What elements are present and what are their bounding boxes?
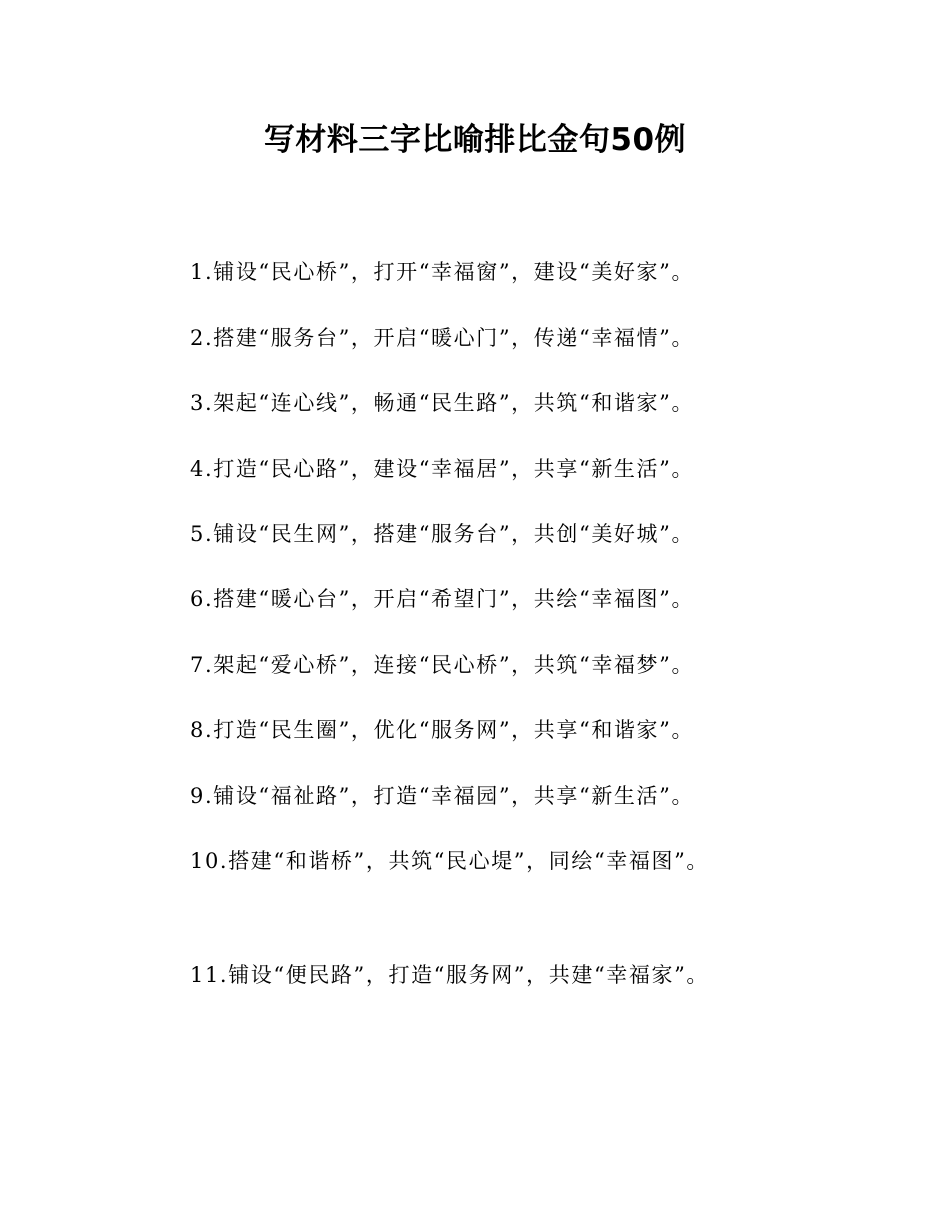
list-item: 11.铺设“便民路”，打造“服务网”，共建“幸福家”。 — [190, 963, 710, 987]
list-item: 2.搭建“服务台”，开启“暖心门”，传递“幸福情”。 — [190, 326, 695, 350]
list-item: 4.打造“民心路”，建设“幸福居”，共享“新生活”。 — [190, 457, 695, 481]
document-title: 写材料三字比喻排比金句50例 — [263, 122, 687, 158]
list-item: 10.搭建“和谐桥”，共筑“民心堤”，同绘“幸福图”。 — [190, 849, 710, 873]
list-item: 9.铺设“福祉路”，打造“幸福园”，共享“新生活”。 — [190, 784, 695, 808]
list-item: 8.打造“民生圈”，优化“服务网”，共享“和谐家”。 — [190, 718, 695, 742]
list-item: 1.铺设“民心桥”，打开“幸福窗”，建设“美好家”。 — [190, 260, 695, 284]
list-item: 7.架起“爱心桥”，连接“民心桥”，共筑“幸福梦”。 — [190, 653, 695, 677]
list-item: 6.搭建“暖心台”，开启“希望门”，共绘“幸福图”。 — [190, 587, 695, 611]
list-item: 5.铺设“民生网”，搭建“服务台”，共创“美好城”。 — [190, 522, 695, 546]
list-item: 3.架起“连心线”，畅通“民生路”，共筑“和谐家”。 — [190, 391, 695, 415]
